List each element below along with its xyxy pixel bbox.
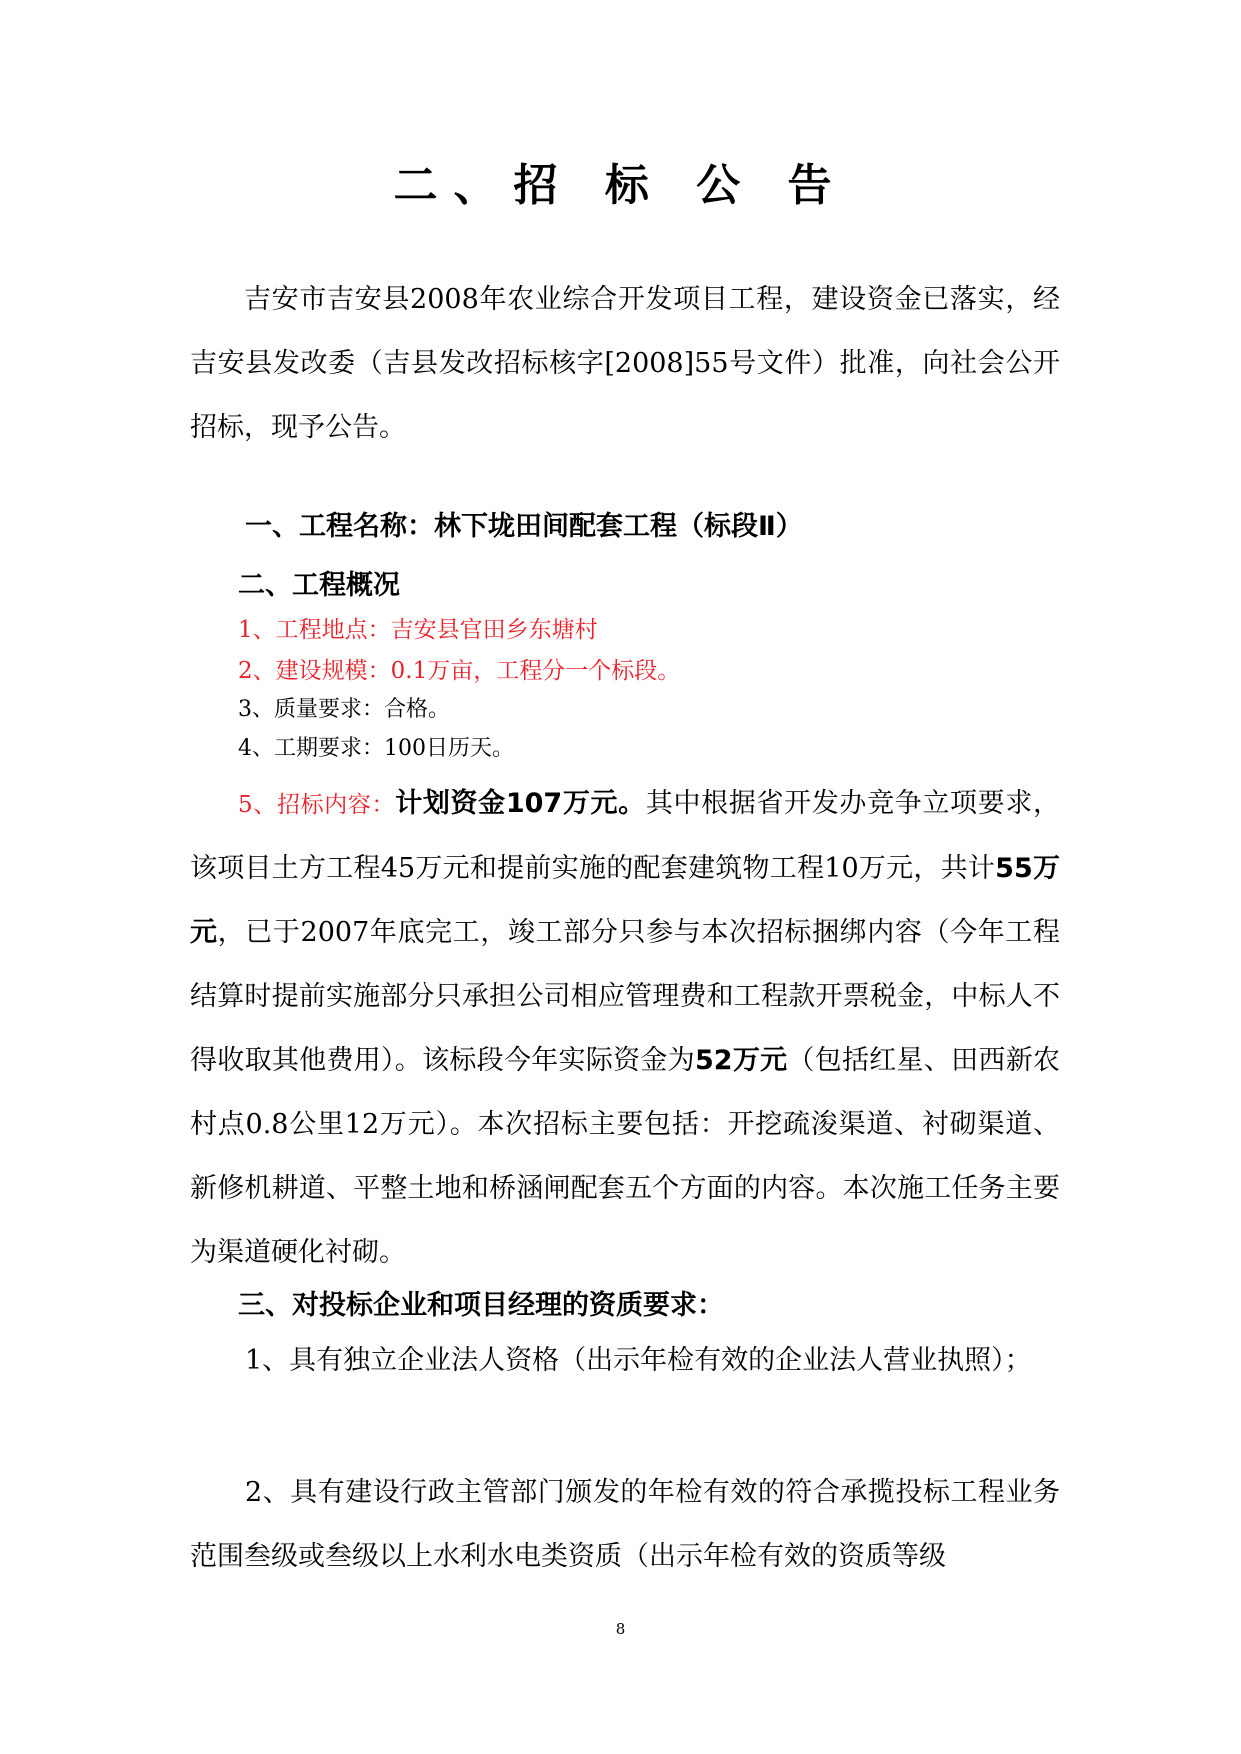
section-project-overview: 二、工程概况 [238,570,400,601]
requirement-1 [190,1329,1060,1393]
page-number: 8 [615,1620,626,1638]
completed-total: 55万元 [190,853,1061,948]
intro-paragraph [190,268,1060,460]
content-text-b: ，已于2007年底完工，竣工部分只参与本次招标捆绑内容（今年工程结算时提前实施部分只承担公司相应管理费和工程款开票税金，中标人不得收取其他费用）。该标段今年实际资金为 [190,917,1061,1076]
overview-duration: 4、工期要求：100日历天。 [238,736,514,761]
intro-text: 吉安市吉安县2008年农业综合开发项目工程，建设资金已落实，经吉安县发改委（吉县发改招标核字[2008]55号文件）批准，向社会公开招标，现予公告。 [190,284,1060,443]
content-text-c: （包括红星、田西新农村点0.8公里12万元）。本次招标主要包括：开挖疏浚渠道、衬砌渠道、新修机耕道、平整土地和桥涵闸配套五个方面的内容。本次施工任务主要为渠道硬化衬砌。 [190,1045,1060,1268]
content-text-a: 其中根据省开发办竞争立项要求，该项目土方工程45万元和提前实施的配套建筑物工程10万元，共计 [190,788,1060,884]
tender-content-paragraph [190,772,1060,1285]
section-project-name: 一、工程名称：林下垅田间配套工程（标段Ⅱ） [245,511,803,542]
page-title: 二、招 标 公 告 [393,160,848,211]
actual-funds: 52万元 [694,1045,788,1076]
overview-scale: 2、建设规模：0.1万亩，工程分一个标段。 [238,658,681,684]
requirement-2-text: 2、具有建设行政主管部门颁发的年检有效的符合承揽投标工程业务范围叁级或叁级以上水利水电类资质（出示年检有效的资质等级 [190,1477,1060,1572]
section-qualification-requirements: 三、对投标企业和项目经理的资质要求： [238,1290,724,1321]
overview-quality: 3、质量要求：合格。 [238,697,450,722]
requirement-2 [190,1461,1060,1589]
overview-location: 1、工程地点：吉安县官田乡东塘村 [238,617,598,643]
tender-content-label: 5、招标内容： [238,792,396,818]
requirement-1-text: 1、具有独立企业法人资格（出示年检有效的企业法人营业执照）； [245,1345,1032,1376]
planned-funds: 计划资金107万元。 [395,788,646,819]
